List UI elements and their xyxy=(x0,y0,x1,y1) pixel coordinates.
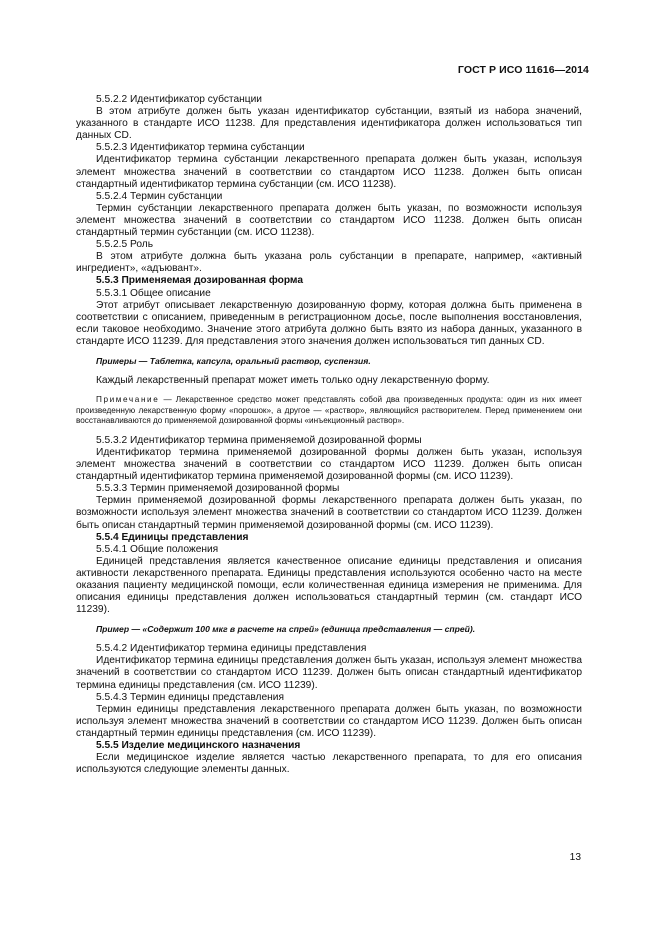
note-label: Примечание xyxy=(96,395,160,405)
section-heading: 5.5.4 Единицы представления xyxy=(96,531,249,543)
note-text: — Лекарственное средство может представлять собой два произведенных продукта: один из них имеет произведенную лекарственную форму «порошок», а другое — «раствор», являющийся растворителем. Перед применением они восстанавливаются до применяемой дозированной формы «инъекционный раствор». xyxy=(76,395,582,426)
clause-heading: 5.5.2.4 Термин субстанции xyxy=(96,190,223,202)
note xyxy=(76,395,582,427)
paragraph: В этом атрибуте должен быть указан идентификатор субстанции, взятый из набора значений, указанного в стандарте ИСО 11238. Для представления идентификатора должен использоваться тип данных CD. xyxy=(76,106,582,142)
clause-heading: 5.5.2.2 Идентификатор субстанции xyxy=(96,94,262,105)
clause-heading: 5.5.4.2 Идентификатор термина единицы представления xyxy=(96,643,367,655)
paragraph: Идентификатор термина единицы представления должен быть указан, используя элемент множества значений в соответствии со стандартом ИСО 11239. Должен быть описан стандартный идентификатор термина единицы представления (см. ИСО 11239). xyxy=(76,655,582,691)
clause-heading: 5.5.4.3 Термин единицы представления xyxy=(96,691,284,703)
clause-heading: 5.5.4.1 Общие положения xyxy=(96,543,219,555)
paragraph: Если медицинское изделие является частью лекарственного препарата, то для его описания используются следующие элементы данных. xyxy=(76,752,582,776)
paragraph: Единицей представления является качественное описание единицы представления и описания активности лекарственного препарата. Единицы представления используются особенно часто на месте оказания пациенту медицинской помощи, если количественная единица измерения не применима. Для описания единицы представления должен использоваться стандартный термин (см. стандарт ИСО 11239). xyxy=(76,555,582,616)
clause-heading: 5.5.3.1 Общее описание xyxy=(96,287,211,299)
document-body xyxy=(76,94,582,776)
example: Примеры — Таблетка, капсула, оральный раствор, суспензия. xyxy=(96,355,371,366)
paragraph: Термин единицы представления лекарственного препарата должен быть указан, по возможности используя элемент множества значений в соответствии со стандартом ИСО 11239. Должен быть описан стандартный термин единицы представления (см. ИСО 11239). xyxy=(76,703,582,739)
document-header: ГОСТ Р ИСО 11616—2014 xyxy=(457,64,589,76)
clause-heading: 5.5.3.2 Идентификатор термина применяемой дозированной формы xyxy=(96,434,422,446)
example: Пример — «Содержит 100 мкг в расчете на спрей» (единица представления — спрей). xyxy=(96,624,476,635)
paragraph: Этот атрибут описывает лекарственную дозированную форму, которая должна быть применена в соответствии с описанием, приведенным в регистрационном досье, после выполнения восстановления, если таковое необходимо. Значение этого атрибута должно быть взято из набора данных, указанного в стандарте ИСО 11239. Для представления этого значения должен использоваться тип данных CD. xyxy=(76,299,582,347)
paragraph: Идентификатор термина субстанции лекарственного препарата должен быть указан, используя элемент множества значений в соответствии со стандартом ИСО 11238. Должен быть описан стандартный идентификатор термина субстанции (см. ИСО 11238). xyxy=(76,154,582,190)
page-number: 13 xyxy=(569,852,581,863)
clause-heading: 5.5.3.3 Термин применяемой дозированной формы xyxy=(96,483,340,495)
paragraph: В этом атрибуте должна быть указана роль субстанции в препарате, например, «активный ингредиент», «адъювант». xyxy=(76,251,582,275)
paragraph: Термин применяемой дозированной формы лекарственного препарата должен быть указан, по возможности используя элемент множества значений в соответствии со стандартом ИСО 11239. Должен быть описан стандартный термин применяемой дозированной формы (см. ИСО 11239). xyxy=(76,495,582,531)
clause-heading: 5.5.2.5 Роль xyxy=(96,239,154,251)
paragraph: Идентификатор термина применяемой дозированной формы должен быть указан, используя элемент множества значений в соответствии со стандартом ИСО 11239. Должен быть описан стандартный идентификатор термина применяемой дозированной формы (см. ИСО 11239). xyxy=(76,446,582,483)
clause-heading: 5.5.2.3 Идентификатор термина субстанции xyxy=(96,142,305,154)
section-heading: 5.5.3 Применяемая дозированная форма xyxy=(96,275,303,287)
paragraph: Каждый лекарственный препарат может иметь только одну лекарственную форму. xyxy=(96,374,490,386)
paragraph: Термин субстанции лекарственного препарата должен быть указан, по возможности используя элемент множества значений в соответствии со стандартом ИСО 11238. Должен быть описан стандартный термин субстанции (см. ИСО 11238). xyxy=(76,202,582,239)
section-heading: 5.5.5 Изделие медицинского назначения xyxy=(96,740,301,751)
